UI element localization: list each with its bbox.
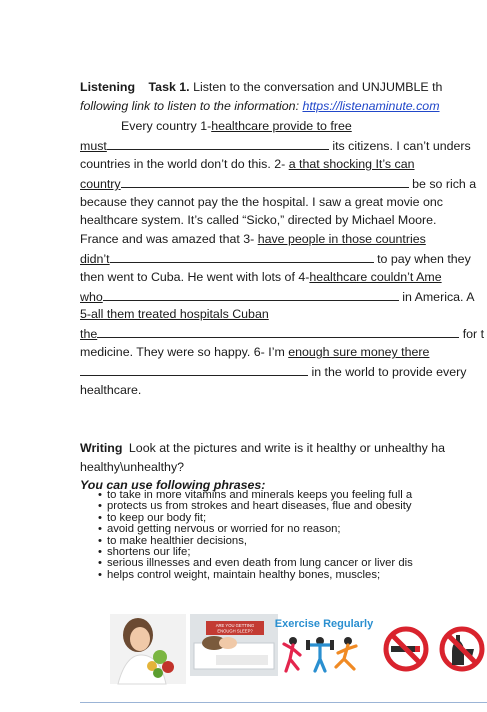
sleeping-person-icon (190, 614, 278, 676)
phrases-list (98, 490, 413, 581)
answer-word-3: didn’t (80, 252, 110, 266)
listen-link[interactable]: https://listenaminute.com (302, 99, 440, 113)
answer-line-4 (80, 289, 475, 305)
jumble-5: 5-all them treated hospitals Cuban (80, 307, 269, 321)
answer-blank-6[interactable] (80, 364, 308, 376)
answer-word-4: who (80, 290, 103, 304)
no-alcohol-icon (442, 629, 482, 669)
answer-after-3: to pay when they (377, 252, 471, 266)
sentence-3 (80, 232, 426, 247)
answer-word-2: country (80, 177, 121, 191)
phrase-item: • shortens our life; (98, 547, 413, 558)
answer-blank-1[interactable] (107, 138, 329, 150)
task-instruction: Listen to the conversation and UNJUMBLE th (193, 80, 443, 94)
phrase-item: • avoid getting nervous or worried for no reason; (98, 524, 413, 535)
task-label: Task 1. (148, 80, 190, 94)
phrase-item: • protects us from strokes and heart diseases, flue and obesity (98, 501, 413, 512)
answer-line-6 (80, 364, 466, 380)
pictures-strip (110, 609, 487, 689)
answer-line-3 (80, 251, 471, 267)
sentence-6 (80, 345, 429, 360)
answer-after-6: in the world to provide every (311, 365, 467, 379)
answer-blank-5[interactable] (97, 326, 459, 338)
link-line (80, 99, 440, 114)
writing-heading: Writing (80, 441, 123, 455)
answer-after-4: in America. A (402, 290, 475, 304)
phrases-title: You can use following phrases: (80, 478, 266, 492)
woman-eating-icon (110, 614, 186, 684)
text-line-5: because they cannot pay the the hospital. I saw a great movie onc (80, 195, 443, 209)
phrase-item: • serious illnesses and even death from lung cancer or liver dis (98, 558, 413, 569)
jumble-2: a that shocking It’s can (288, 157, 415, 171)
answer-word-5: the (80, 327, 98, 341)
exercise-title: Exercise Regularly (274, 618, 374, 630)
answer-blank-2[interactable] (121, 176, 409, 188)
writing-instruction: Look at the pictures and write is it healthy or unhealthy ha (128, 441, 446, 455)
sleep-caption: ENOUGH SLEEP? (217, 628, 253, 634)
answer-after-2: be so rich a (412, 177, 477, 191)
answer-blank-3[interactable] (110, 251, 374, 263)
phrase-item: • to take in more vitamins and minerals keeps you feeling full a (98, 490, 413, 501)
no-smoking-icon (386, 629, 426, 669)
sentence-3-text: France and was amazed that 3- (80, 232, 258, 246)
text-line-6: healthcare system. It’s called “Sicko,” directed by Michael Moore. (80, 213, 437, 227)
phrase-item: • to keep our body fit; (98, 513, 413, 524)
answer-line-5 (80, 326, 484, 342)
sentence-2 (80, 157, 415, 172)
answer-line-2 (80, 176, 476, 192)
answer-blank-4[interactable] (103, 289, 399, 301)
jumble-4: healthcare couldn’t Ame (309, 270, 442, 284)
sentence-4 (80, 270, 442, 285)
phrase-item: • to make healthier decisions, (98, 536, 413, 547)
jumble-6: enough sure money there (288, 345, 430, 359)
writing-heading-line (80, 441, 445, 456)
sentence-1-lead: Every country 1- (121, 119, 212, 133)
exercise-figures-icon (275, 618, 374, 671)
jumble-1: healthcare provide to free (211, 119, 352, 133)
answer-line-1 (80, 138, 471, 154)
answer-after-5: for t (462, 327, 485, 341)
jumble-3: have people in those countries (257, 232, 426, 246)
sentence-2-text: countries in the world don’t do this. 2- (80, 157, 289, 171)
sentence-6-text: medicine. They were so happy. 6- I’m (80, 345, 289, 359)
sentence-4-text: then went to Cuba. He went with lots of 4- (80, 270, 310, 284)
listening-heading: Listening (80, 80, 136, 94)
writing-instruction-2: healthy\unhealthy? (80, 460, 185, 474)
answer-after-1: its citizens. I can’t unders (332, 139, 471, 153)
bottom-divider (80, 702, 487, 703)
listening-heading-line (80, 80, 442, 95)
sleep-caption: ARE YOU GETTING (215, 623, 255, 628)
text-line-15: healthcare. (80, 383, 142, 397)
link-prefix: following link to listen to the information: (80, 99, 303, 113)
answer-word-1: must (80, 139, 107, 153)
sentence-1 (121, 119, 352, 134)
phrase-item: • helps control weight, maintain healthy bones, muscles; (98, 570, 413, 581)
